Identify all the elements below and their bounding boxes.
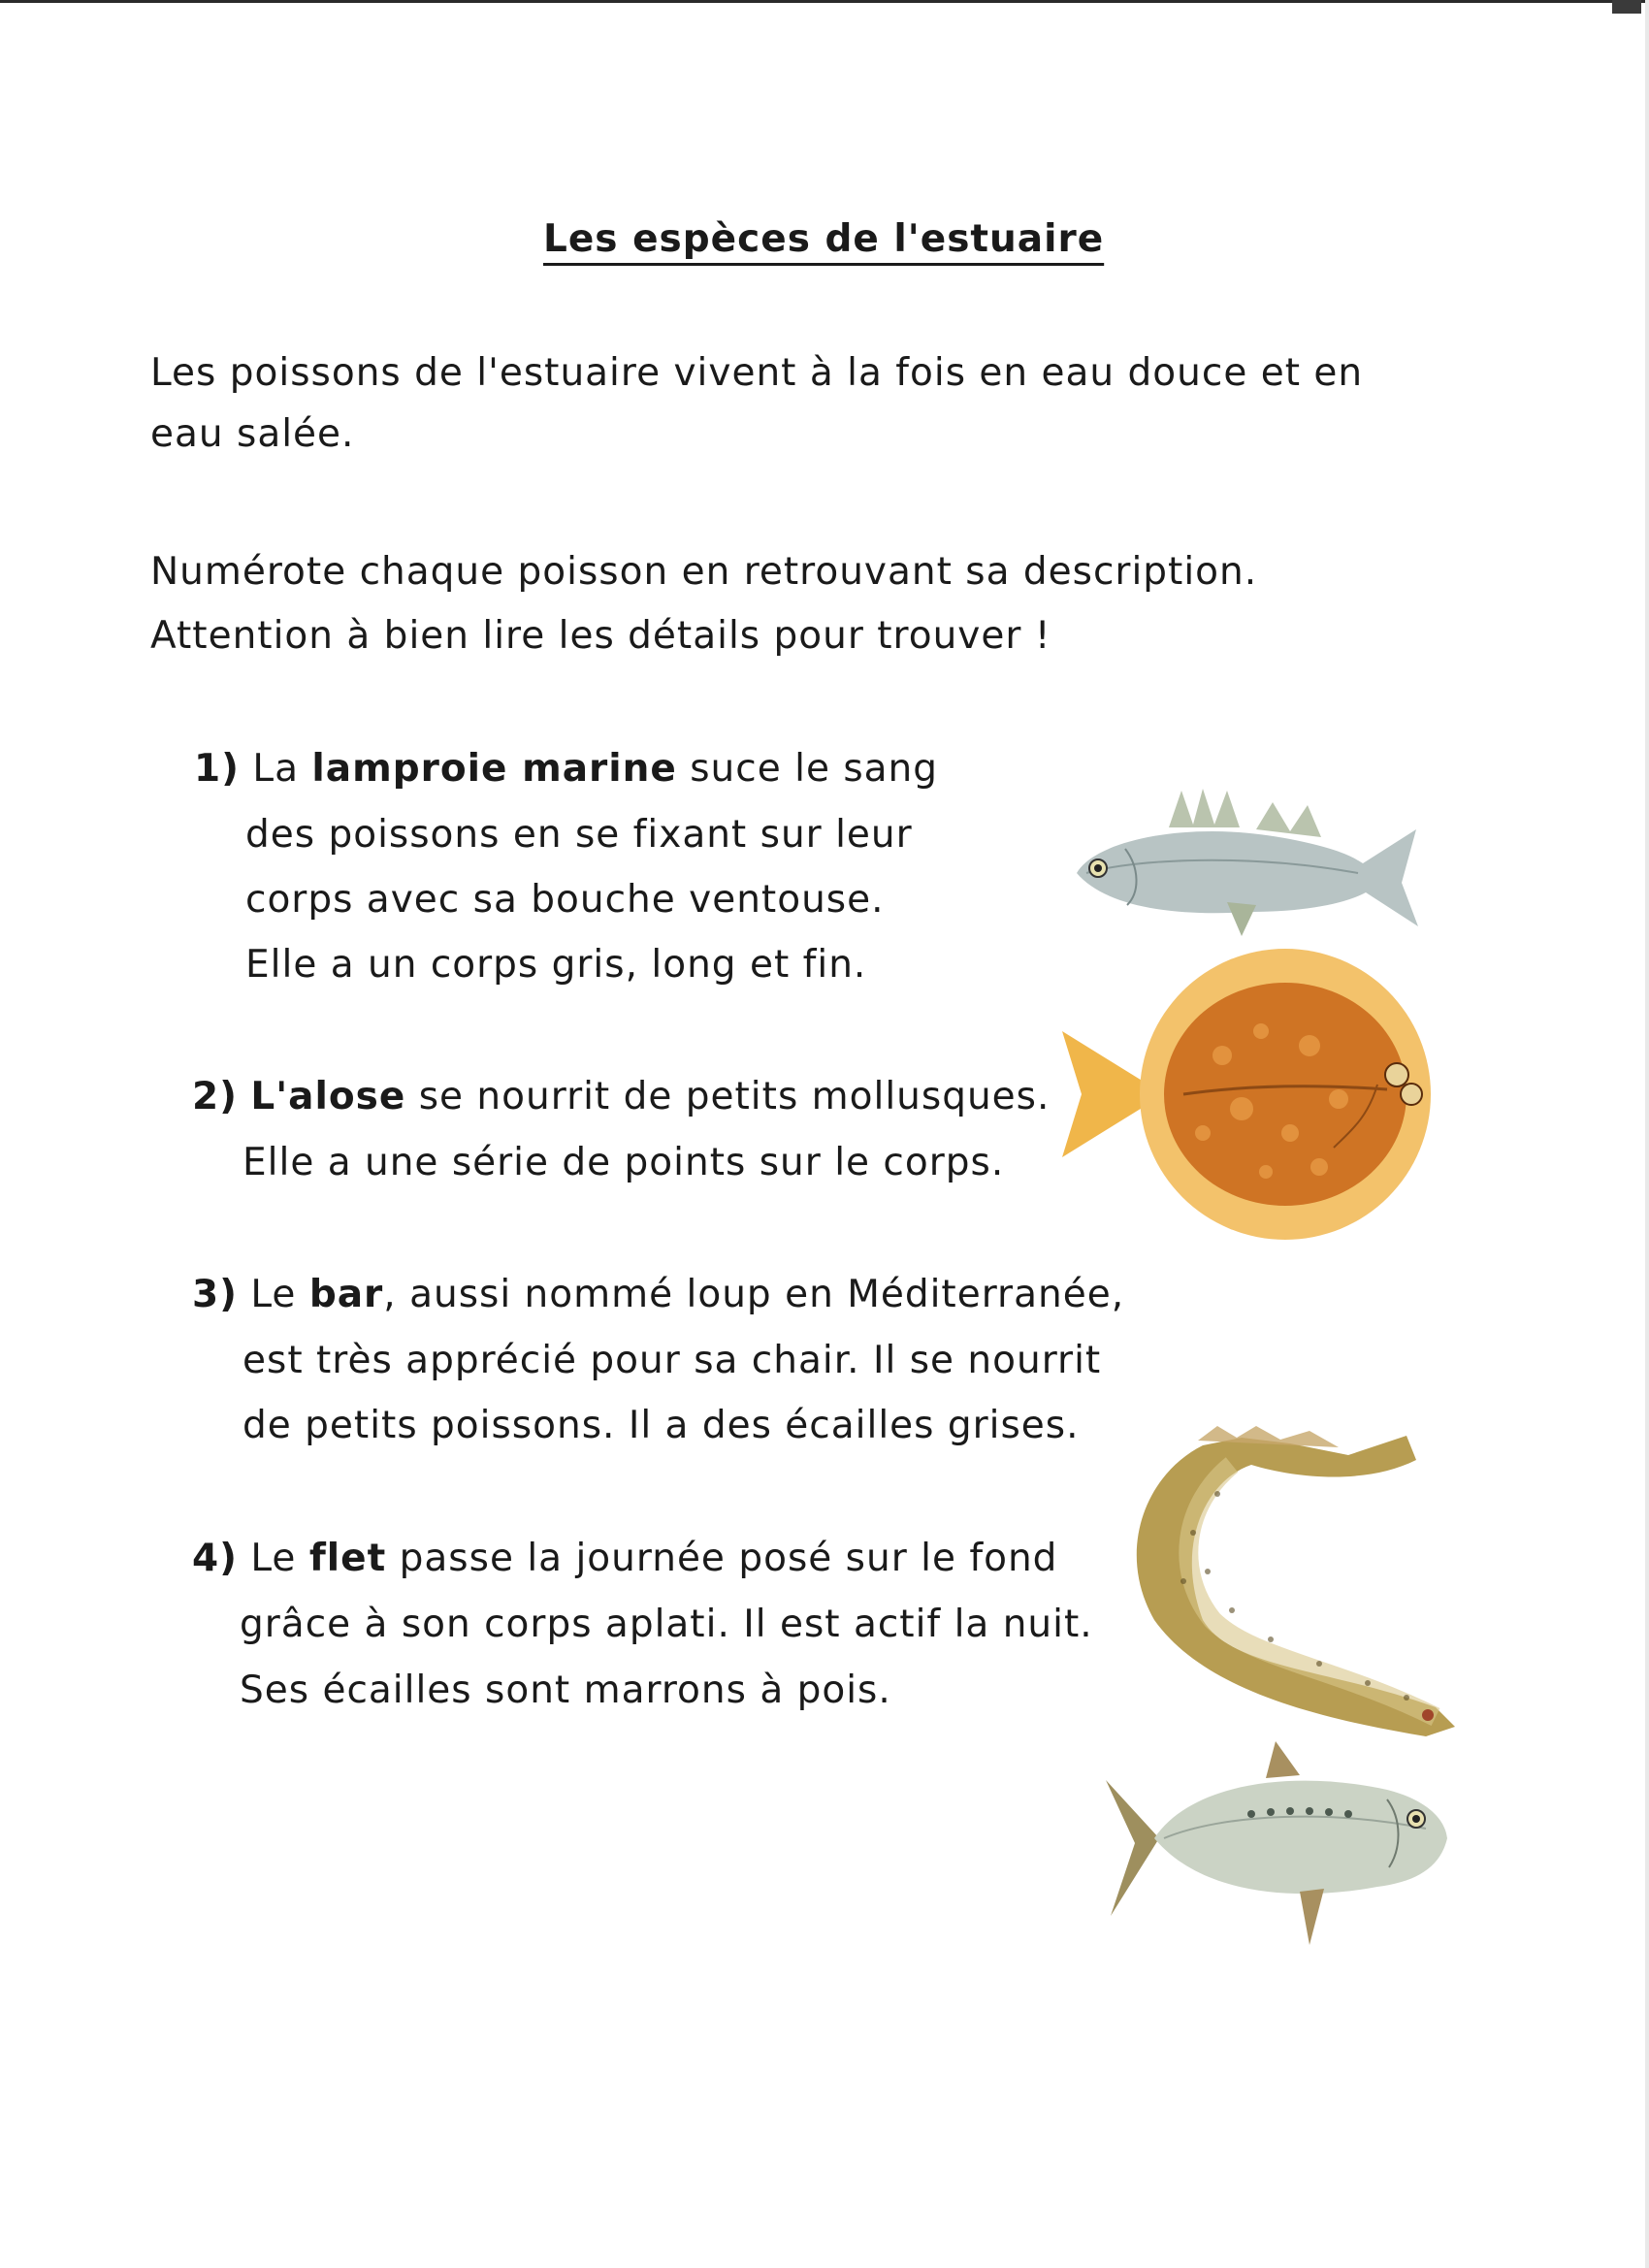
item-1-line-4: Elle a un corps gris, long et fin.: [245, 943, 867, 987]
item-text: se nourrit de petits mollusques.: [405, 1075, 1051, 1118]
item-3-first-line: [192, 1273, 1124, 1318]
fish-bar-icon: [1057, 781, 1426, 946]
item-4-first-line: [192, 1537, 1057, 1582]
item-prefix: La: [252, 747, 312, 791]
item-text: suce le sang: [676, 747, 939, 791]
item-2-line-2: Elle a une série de points sur le corps.: [242, 1141, 1005, 1184]
item-4-line-2: grâce à son corps aplati. Il est actif la nuit.: [240, 1603, 1093, 1646]
item-3-line-3: de petits poissons. Il a des écailles grises.: [242, 1404, 1080, 1447]
species-name: L'alose: [250, 1075, 406, 1118]
scan-edge-right: [1645, 0, 1649, 2268]
item-text: , aussi nommé loup en Méditerranée,: [383, 1273, 1125, 1316]
item-1-line-2: des poissons en se fixant sur leur: [245, 813, 913, 857]
species-name: flet: [308, 1537, 387, 1580]
instruction-line-1: Numérote chaque poisson en retrouvant sa description.: [150, 550, 1258, 594]
item-1-first-line: [194, 747, 938, 793]
species-name: bar: [308, 1273, 384, 1316]
item-number: 2): [192, 1075, 238, 1118]
item-number: 1): [194, 747, 240, 791]
intro-line-1: Les poissons de l'estuaire vivent à la fois en eau douce et en: [150, 351, 1364, 395]
intro-line-2: eau salée.: [150, 412, 355, 456]
item-number: 4): [192, 1537, 238, 1580]
page-title: Les espèces de l'estuaire: [543, 217, 1105, 261]
species-name: lamproie marine: [311, 747, 677, 791]
item-1-line-3: corps avec sa bouche ventouse.: [245, 878, 885, 922]
scan-corner-mark: [1612, 0, 1641, 14]
fish-alose-icon: [1106, 1722, 1455, 1950]
fish-flet-icon: [1057, 939, 1436, 1249]
item-4-line-3: Ses écailles sont marrons à pois.: [240, 1669, 891, 1712]
instruction-line-2: Attention à bien lire les détails pour trouver !: [150, 614, 1051, 658]
item-prefix: Le: [250, 1273, 309, 1316]
item-number: 3): [192, 1273, 238, 1316]
scan-edge-top: [0, 0, 1649, 3]
item-2-first-line: [192, 1075, 1050, 1120]
fish-lamproie-icon: [1116, 1426, 1484, 1756]
item-3-line-2: est très apprécié pour sa chair. Il se nourrit: [242, 1339, 1102, 1382]
item-text: passe la journée posé sur le fond: [386, 1537, 1058, 1580]
item-prefix: Le: [250, 1537, 309, 1580]
